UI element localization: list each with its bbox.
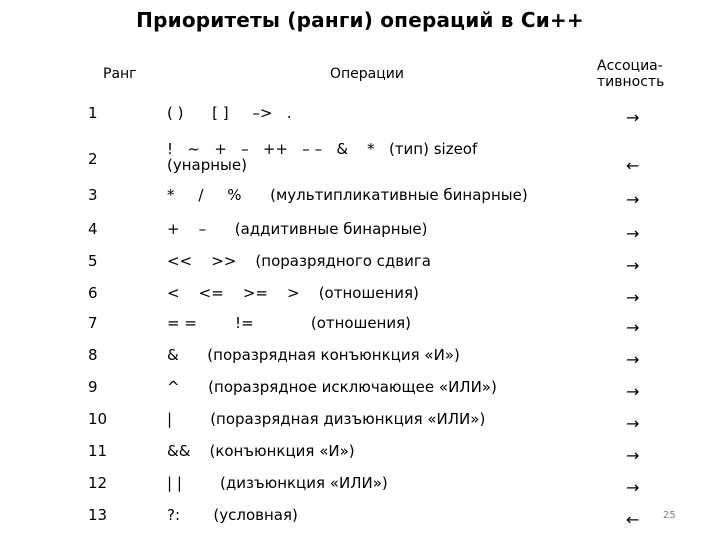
arrow-right-icon: →: [626, 446, 640, 465]
operations-text: * / % (мультипликативные бинарные): [167, 186, 528, 204]
operations-text-line2: (унарные): [167, 156, 247, 174]
rank-cell: 10: [88, 410, 108, 428]
arrow-right-icon: →: [626, 318, 640, 337]
operations-cell: [167, 186, 528, 204]
operations-cell: [167, 252, 431, 270]
operations-cell: [167, 506, 298, 524]
arrow-right-icon: →: [626, 224, 640, 243]
rank-cell: 1: [88, 104, 98, 122]
operations-cell: [167, 410, 485, 428]
arrow-right-icon: →: [626, 108, 640, 127]
operations-text: = = != (отношения): [167, 314, 411, 332]
operations-cell: [167, 314, 411, 332]
operations-cell: [167, 346, 460, 364]
operations-text: | | (дизъюнкция «ИЛИ»): [167, 474, 388, 492]
operations-cell: [167, 378, 497, 396]
page-number: 25: [663, 510, 676, 521]
operations-cell: [167, 104, 292, 122]
arrow-right-icon: →: [626, 190, 640, 209]
rank-cell: 6: [88, 284, 98, 302]
arrow-left-icon: ←: [626, 156, 640, 175]
rank-cell: 5: [88, 252, 98, 270]
operations-text: ?: (условная): [167, 506, 298, 524]
operations-text: | (поразрядная дизъюнкция «ИЛИ»): [167, 410, 486, 428]
operations-text: ! ~ + – ++ – – & * (тип) sizeof: [167, 140, 478, 158]
rank-cell: 3: [88, 186, 98, 204]
header-rank: Ранг: [103, 66, 137, 82]
arrow-right-icon: →: [626, 478, 640, 497]
rank-cell: 8: [88, 346, 98, 364]
arrow-right-icon: →: [626, 382, 640, 401]
header-associativity: [597, 58, 664, 90]
header-assoc-line2: тивность: [597, 74, 665, 90]
operations-text: << >> (поразрядного сдвига: [167, 252, 431, 270]
operations-text: < <= >= > (отношения): [167, 284, 419, 302]
rank-cell: 9: [88, 378, 98, 396]
operations-text: & (поразрядная конъюнкция «И»): [167, 346, 460, 364]
operations-cell: [167, 474, 388, 492]
operations-text: + – (аддитивные бинарные): [167, 220, 428, 238]
arrow-right-icon: →: [626, 288, 640, 307]
operations-cell: [167, 220, 428, 238]
operations-cell: [167, 442, 355, 460]
rank-cell: 11: [88, 442, 108, 460]
operations-text: ( ) [ ] –> .: [167, 104, 292, 122]
operations-text: && (конъюнкция «И»): [167, 442, 355, 460]
operations-cell: [167, 140, 477, 174]
arrow-right-icon: →: [626, 350, 640, 369]
header-operations: Операции: [330, 66, 404, 82]
rank-cell: 7: [88, 314, 98, 332]
slide-title: Приоритеты (ранги) операций в Си++: [136, 8, 584, 32]
rank-cell: 4: [88, 220, 98, 238]
operations-cell: [167, 284, 419, 302]
arrow-right-icon: →: [626, 256, 640, 275]
rank-cell: 13: [88, 506, 108, 524]
rank-cell: 12: [88, 474, 108, 492]
header-assoc-line1: Ассоциа-: [597, 58, 663, 74]
rank-cell: 2: [88, 150, 98, 168]
arrow-right-icon: →: [626, 414, 640, 433]
arrow-left-icon: ←: [626, 510, 640, 529]
operations-text: ^ (поразрядное исключающее «ИЛИ»): [167, 378, 497, 396]
